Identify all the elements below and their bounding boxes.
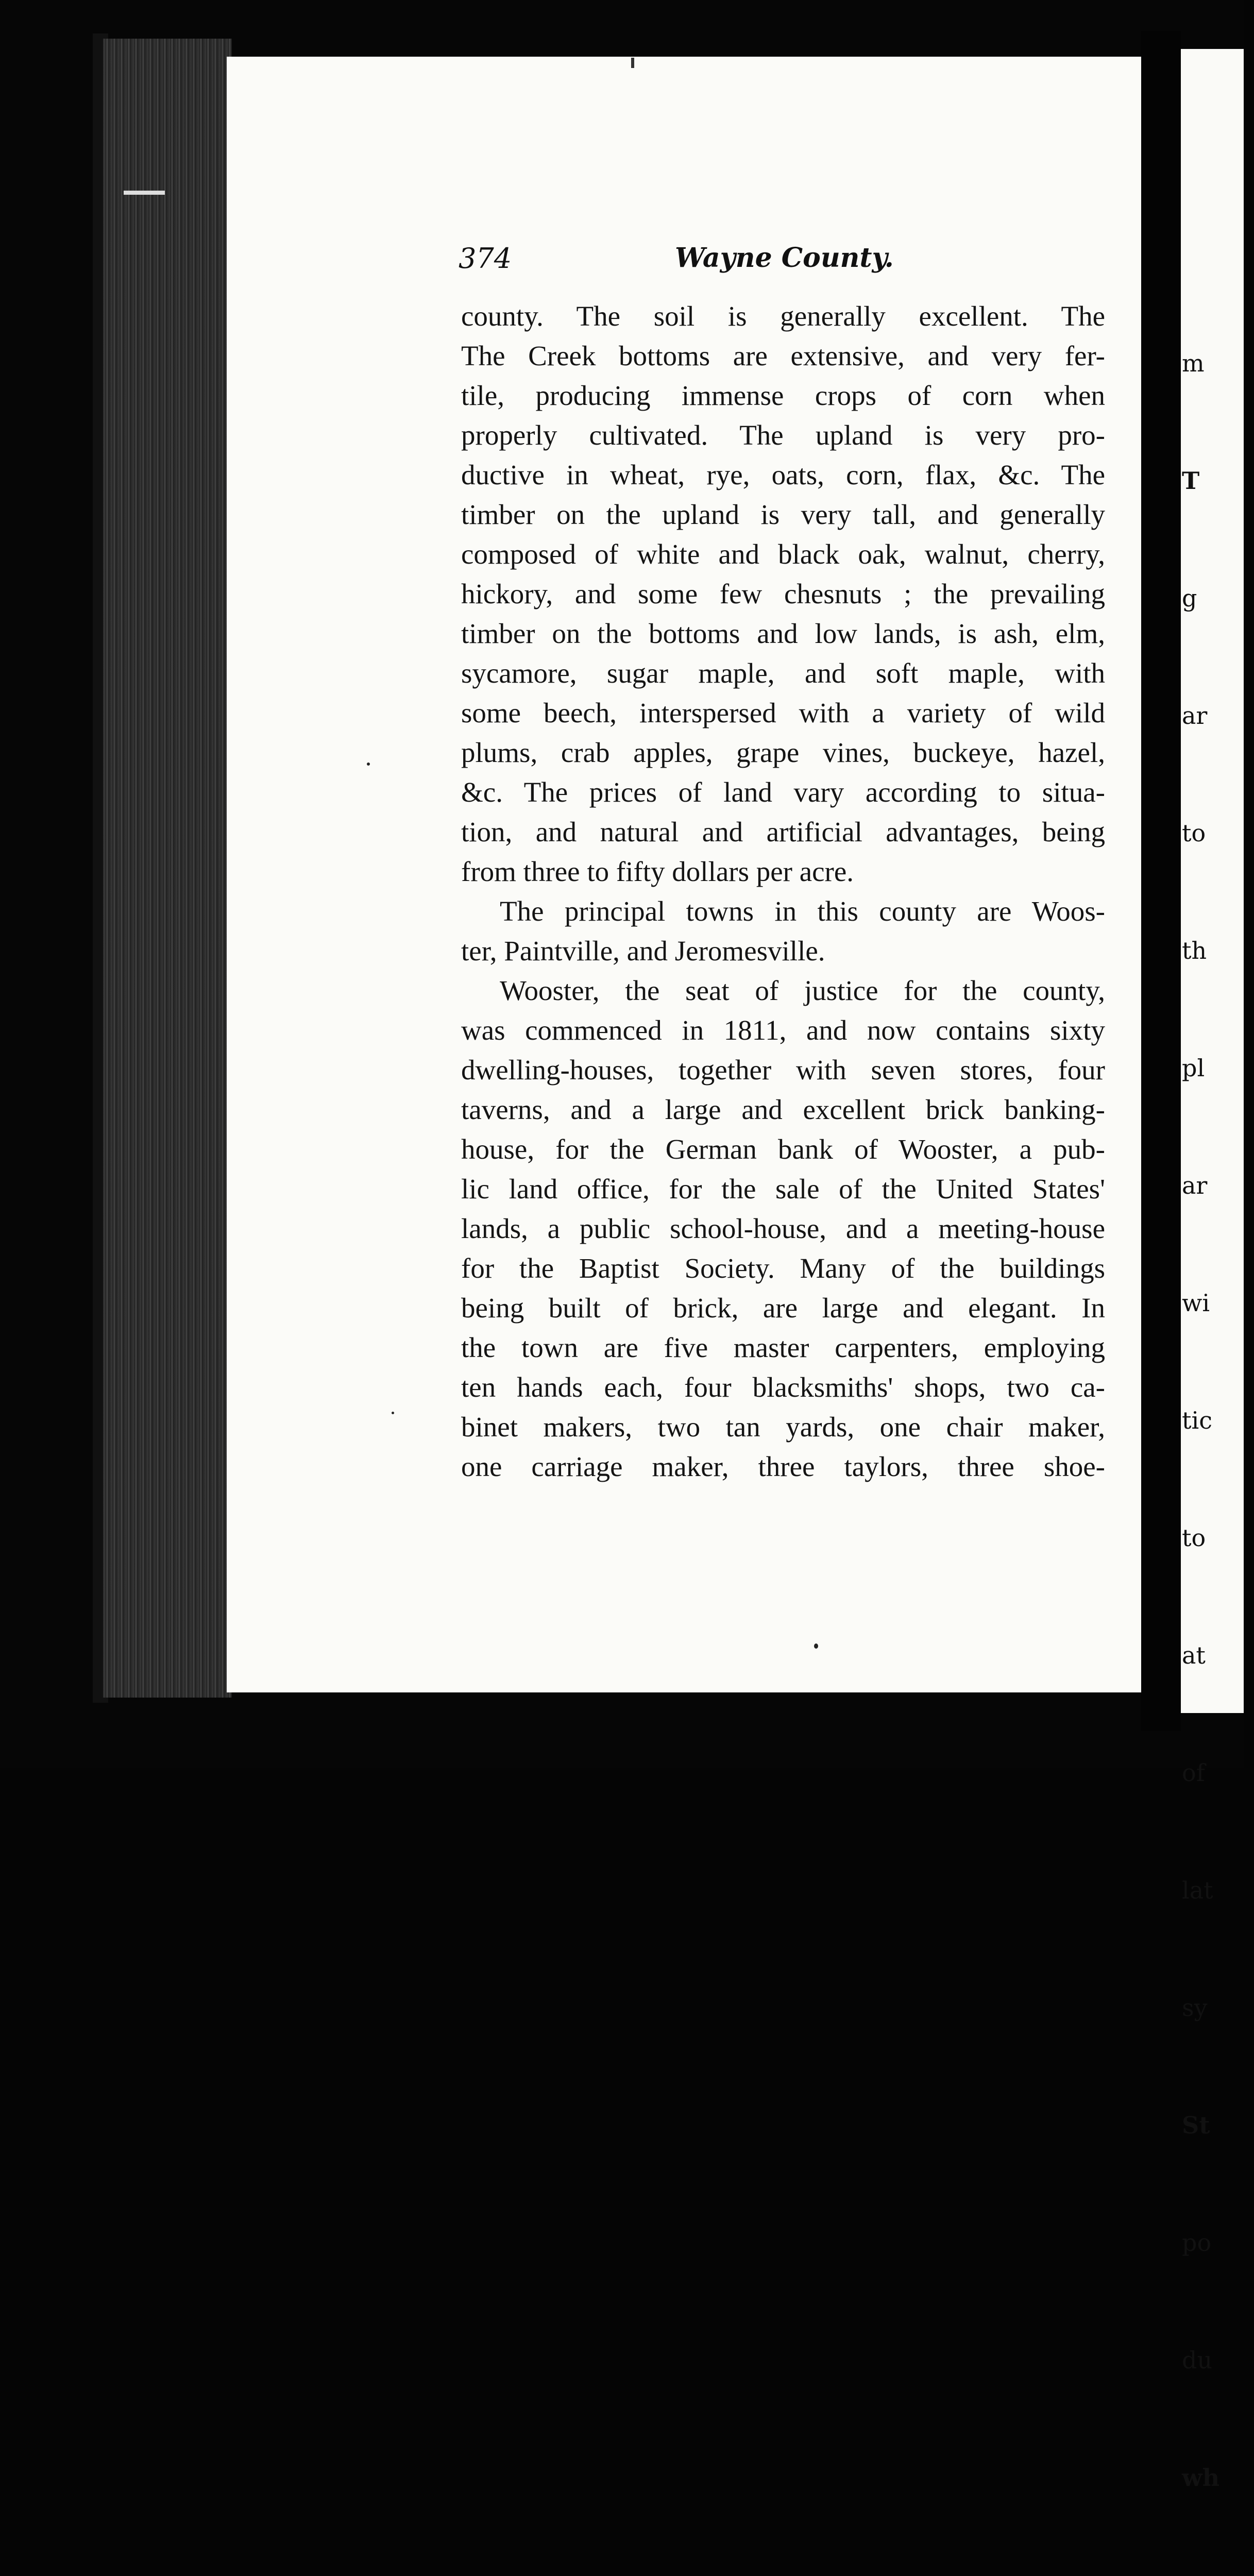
scan-speck (631, 58, 634, 68)
text-line: for the Baptist Society. Many of the buildings (461, 1252, 1105, 1284)
text-line: being built of brick, are large and elegant. In (461, 1292, 1105, 1324)
text-line: composed of white and black oak, walnut, cherry, (461, 538, 1105, 570)
facing-fragment: ar (1182, 702, 1208, 730)
facing-fragment: wh (1182, 2464, 1220, 2492)
text-line: lands, a public school-house, and a meeting-house (461, 1213, 1105, 1244)
facing-fragment: tic (1182, 1406, 1212, 1434)
text-line: the town are five master carpenters, employing (461, 1332, 1105, 1363)
text-line: lic land office, for the sale of the United States' (461, 1173, 1105, 1205)
running-title: Wayne County. (675, 242, 894, 274)
text-line: timber on the bottoms and low lands, is ash, elm, (461, 618, 1105, 649)
text-line: tile, producing immense crops of corn when (461, 380, 1105, 411)
book-page-edges (103, 39, 232, 1698)
text-line: some beech, interspersed with a variety of wild (461, 697, 1105, 728)
scan-speck (392, 1412, 394, 1414)
facing-fragment: of (1182, 1759, 1205, 1787)
facing-fragment: pl (1182, 1054, 1205, 1082)
facing-fragment: g (1182, 584, 1197, 612)
text-line: plums, crab apples, grape vines, buckeye, hazel, (461, 737, 1105, 768)
facing-fragment: du (1182, 2346, 1213, 2374)
facing-fragment: m (1182, 349, 1205, 377)
text-line: properly cultivated. The upland is very pro- (461, 419, 1105, 451)
facing-fragment: St (1182, 2111, 1210, 2139)
text-line: ductive in wheat, rye, oats, corn, flax, &c. The (461, 459, 1105, 490)
facing-fragment: po (1182, 2229, 1212, 2257)
facing-fragment: ar (1182, 1172, 1208, 1199)
text-line: ten hands each, four blacksmiths' shops, two ca- (461, 1371, 1105, 1403)
text-line: one carriage maker, three taylors, three shoe- (461, 1451, 1105, 1482)
facing-fragment: T (1182, 467, 1200, 495)
facing-fragment: at (1182, 1641, 1206, 1669)
edge-artifact (124, 191, 165, 195)
scan-speck (367, 762, 370, 766)
text-line: &c. The prices of land vary according to situa- (461, 776, 1105, 808)
facing-page-text (1182, 265, 1254, 2576)
page-number: 374 (459, 242, 512, 275)
text-line: The principal towns in this county are Woos- (500, 895, 1105, 927)
text-line: The Creek bottoms are extensive, and very fer- (461, 340, 1105, 371)
running-header (459, 242, 1108, 283)
text-line: tion, and natural and artificial advantages, being (461, 816, 1105, 848)
body-text (461, 296, 1105, 1486)
text-line: dwelling-houses, together with seven stores, four (461, 1054, 1105, 1086)
facing-fragment: th (1182, 937, 1207, 964)
text-line: Wooster, the seat of justice for the county, (500, 975, 1105, 1006)
text-line: timber on the upland is very tall, and generally (461, 499, 1105, 530)
facing-fragment: lat (1182, 1876, 1213, 1904)
text-line: sycamore, sugar maple, and soft maple, with (461, 657, 1105, 689)
facing-fragment: sy (1182, 1994, 1208, 2022)
gutter-shadow (1141, 31, 1181, 1731)
facing-fragment: to (1182, 819, 1206, 847)
right-facing-page (1181, 49, 1244, 2492)
text-line: binet makers, two tan yards, one chair maker, (461, 1411, 1105, 1443)
text-line: house, for the German bank of Wooster, a pub- (461, 1133, 1105, 1165)
text-line: from three to fifty dollars per acre. (461, 856, 854, 887)
text-line: taverns, and a large and excellent brick banking- (461, 1094, 1105, 1125)
text-line: ter, Paintville, and Jeromesville. (461, 935, 825, 967)
facing-fragment: wi (1182, 1289, 1210, 1317)
text-line: was commenced in 1811, and now contains sixty (461, 1014, 1105, 1046)
text-line: county. The soil is generally excellent. The (461, 300, 1105, 332)
scan-speck (814, 1643, 818, 1649)
facing-fragment: to (1182, 1524, 1206, 1552)
text-line: hickory, and some few chesnuts ; the prevailing (461, 578, 1105, 609)
